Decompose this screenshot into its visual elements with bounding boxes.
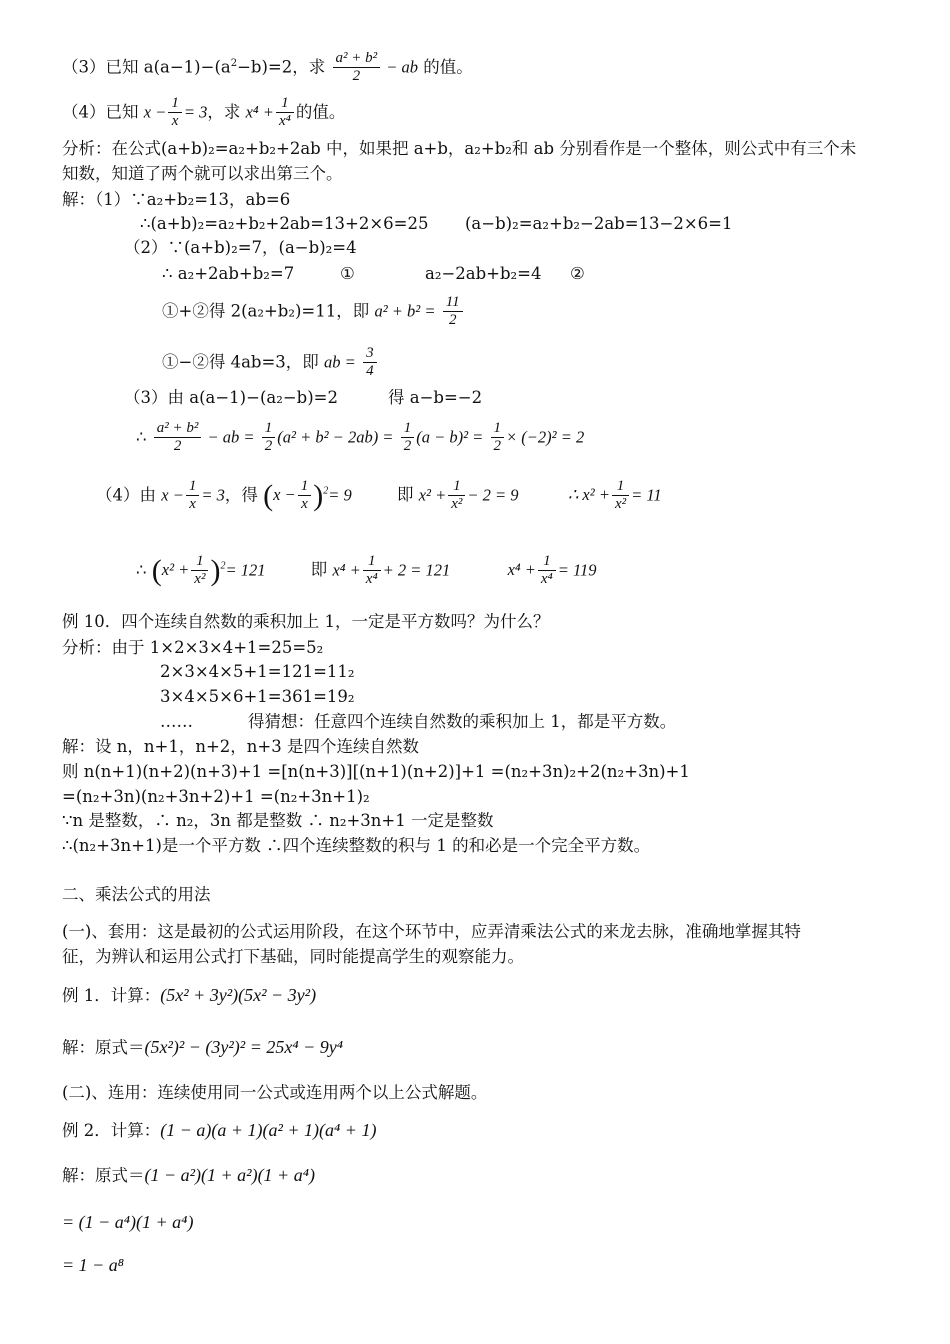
s4-m6: ∴ x² +: [567, 485, 610, 505]
solution-2: （2）∵(a+b)₂=7，(a−b)₂=4: [124, 238, 357, 257]
sum-math: a² + b² =: [374, 301, 436, 321]
example-10-conclusion: ∴(n₂+3n+1)是一个平方数 ∴四个连续整数的积与 1 的和必是一个完全平方数。: [62, 836, 651, 855]
s10-therefore: ∴: [136, 560, 147, 580]
example-10-case-2: 2×3×4×5+1=121=11₂: [160, 662, 355, 681]
q4-text-c: 的值。: [295, 102, 346, 122]
half-2: $\frac{1}{2}$: [401, 420, 415, 456]
s4-f1: $\frac{1}{x}$: [186, 478, 200, 514]
q3-text-b: −b)=2，求: [237, 57, 326, 77]
sum-text: ①+②得 2(a₂+b₂)=11，即: [162, 301, 370, 321]
q3-text-c: 的值。: [423, 57, 473, 77]
q3-fraction: $\frac{\text{a² + b²}}{2}$: [333, 50, 381, 86]
s4-get: ，得: [224, 485, 258, 505]
s4-m4: x² +: [418, 485, 447, 505]
ex1-label: 例 1．计算：: [62, 986, 161, 1005]
s10-m4: = 119: [557, 560, 597, 580]
q3-text-a: （3）已知 a(a−1)−(a: [62, 57, 231, 77]
q3-minus-ab: − ab: [382, 57, 419, 77]
q4-eq: = 3: [183, 102, 208, 122]
solution-2-sum: [162, 294, 465, 330]
example-10-ellipsis: ……: [160, 712, 193, 731]
deriv-a: − ab =: [203, 427, 255, 447]
s4-f3: $\frac{1}{\text{x²}}$: [448, 478, 465, 514]
analysis-line-1: 分析：在公式(a+b)₂=a₂+b₂+2ab 中，如果把 a+b，a₂+b₂和 ab 分别看作是一个整体，则公式中有三个未: [62, 139, 857, 158]
sol1-math: (5x²)² − (3y²)² = 25x⁴ − 9y⁴: [144, 1037, 343, 1057]
example-1-solution: [62, 1037, 343, 1059]
solution-2-eq2: a₂−2ab+b₂=4: [425, 264, 542, 283]
q4-fraction-b: $\frac{1}{\text{x⁴}}$: [276, 95, 294, 131]
example-10-step-1: 则 n(n+1)(n+2)(n+3)+1 =[n(n+3)][(n+1)(n+2)]+1 =(n₂+3n)₂+2(n₂+3n)+1: [62, 762, 690, 781]
q4-y: x⁴ +: [245, 102, 274, 122]
example-2-solution: [62, 1165, 315, 1187]
q4-text-a: （4）已知: [62, 102, 139, 122]
example-2-step-2: = (1 − a⁴)(1 + a⁴): [62, 1212, 194, 1232]
s10-f2: $\frac{1}{\text{x⁴}}$: [363, 553, 381, 589]
question-4-line: [62, 95, 345, 131]
paragraph-1-line-1: (一)、套用：这是最初的公式运用阶段，在这个环节中，应弄清乘法公式的来龙去脉，准确地掌握其特: [62, 922, 801, 941]
diff-text: ①−②得 4ab=3，即: [162, 352, 319, 372]
circled-two: ②: [570, 264, 585, 283]
solution-2-diff: [162, 345, 379, 381]
sol2-label: 解：原式＝: [62, 1166, 145, 1185]
s10-f3: $\frac{1}{\text{x⁴}}$: [538, 553, 556, 589]
solution-1-step-b: (a−b)₂=a₂+b₂−2ab=13−2×6=1: [465, 214, 733, 233]
solution-1: 解：（1）∵a₂+b₂=13，ab=6: [62, 190, 291, 209]
s10-b: = 121: [225, 560, 266, 580]
example-10-solution: 解：设 n，n+1，n+2，n+3 是四个连续自然数: [62, 737, 419, 756]
s4-m1: x −: [161, 485, 184, 505]
half-1: $\frac{1}{2}$: [262, 420, 276, 456]
diff-math: ab =: [324, 352, 356, 372]
solution-3-result: 得 a−b=−2: [388, 388, 483, 407]
circled-one: ①: [340, 264, 355, 283]
solution-4-square: ∴ (x² + $\frac{1}{\text{x²}}$ )$^2$= 121 即 x⁴ + $\frac{1}{\text{x⁴}}$ + 2 = 121 x⁴ + $\frac{1}{\text{x⁴}}$ = 119: [136, 553, 597, 588]
section-heading: 二、乘法公式的用法: [62, 885, 211, 904]
q4-fraction-a: $\frac{1}{x}$: [168, 95, 182, 131]
ex1-math: (5x² + 3y²)(5x² − 3y²): [160, 985, 317, 1005]
ex2-label: 例 2．计算：: [62, 1121, 161, 1140]
solution-4: （4）由 x − $\frac{1}{x}$ = 3，得 (x − $\frac{1}{x}$ )$^2$= 9 即 x² + $\frac{1}{\text{x²}}$ − 2 = 9 ∴ x² + $\frac{1}{\text{x²}}$ = 11: [96, 478, 662, 513]
paragraph-2: (二)、连用：连续使用同一公式或连用两个以上公式解题。: [62, 1083, 488, 1102]
analysis-line-2: 知数，知道了两个就可以求出第三个。: [62, 164, 343, 183]
s4-ie: 即: [396, 485, 414, 505]
paragraph-1-line-2: 征，为辨认和运用公式打下基础，同时能提高学生的观察能力。: [62, 947, 524, 966]
s4-f2: $\frac{1}{x}$: [298, 478, 312, 514]
s4-m3: = 9: [328, 485, 352, 505]
solution-1-step-a: ∴(a+b)₂=a₂+b₂+2ab=13+2×6=25: [140, 214, 429, 233]
s10-m2: + 2 = 121: [382, 560, 451, 580]
deriv-c: (a − b)² =: [416, 427, 484, 447]
half-3: $\frac{1}{2}$: [491, 420, 505, 456]
sol1-label: 解：原式＝: [62, 1038, 145, 1057]
s10-ie: 即: [310, 560, 328, 580]
example-10-conjecture: 得猜想：任意四个连续自然数的乘积加上 1，都是平方数。: [248, 712, 677, 731]
deriv-b: (a² + b² − 2ab) =: [277, 427, 394, 447]
s10-f1: $\frac{1}{\text{x²}}$: [191, 553, 208, 589]
example-10-case-3: 3×4×5×6+1=361=19₂: [160, 687, 355, 706]
sum-fraction: $\frac{11}{2}$: [443, 294, 463, 330]
example-1: [62, 985, 316, 1007]
s4-f4: $\frac{1}{\text{x²}}$: [612, 478, 629, 514]
example-2: [62, 1120, 376, 1142]
example-2-step-3: = 1 − a⁸: [62, 1255, 125, 1275]
question-3-line: （3）已知 $a(a-1)-(a^2-b)=2$，求 $\frac{\text{a² + b²}}{2}$ − ab 的值。: [62, 50, 473, 85]
sol2-math: (1 − a²)(1 + a²)(1 + a⁴): [144, 1165, 315, 1185]
q4-text-b: ，求: [207, 102, 241, 122]
s4-by: （4）由: [96, 485, 156, 505]
therefore: ∴: [136, 427, 147, 447]
example-10-title: 例 10．四个连续自然数的乘积加上 1，一定是平方数吗？为什么？: [62, 612, 550, 631]
example-10-step-3: ∵n 是整数，∴ n₂，3n 都是整数 ∴ n₂+3n+1 一定是整数: [62, 811, 494, 830]
s10-m1: x⁴ +: [332, 560, 361, 580]
solution-2-eq1: ∴ a₂+2ab+b₂=7: [162, 264, 295, 283]
ex2-math: (1 − a)(a + 1)(a² + 1)(a⁴ + 1): [160, 1120, 377, 1140]
deriv-d: × (−2)² = 2: [506, 427, 585, 447]
s4-m7: = 11: [631, 485, 662, 505]
q4-x: x −: [143, 102, 167, 122]
s4-m5: − 2 = 9: [467, 485, 519, 505]
diff-fraction: $\frac{3}{4}$: [363, 345, 377, 381]
example-10-step-2: =(n₂+3n)(n₂+3n+2)+1 =(n₂+3n+1)₂: [62, 787, 370, 806]
s10-m3: x⁴ +: [507, 560, 536, 580]
example-10-analysis: 分析：由于 1×2×3×4+1=25=5₂: [62, 638, 324, 657]
deriv-fraction: $\frac{\text{a² + b²}}{2}$: [154, 420, 202, 456]
solution-3: （3）由 a(a−1)−(a₂−b)=2: [124, 388, 338, 407]
s4-m2: = 3: [201, 485, 225, 505]
solution-3-derivation: [136, 420, 584, 456]
